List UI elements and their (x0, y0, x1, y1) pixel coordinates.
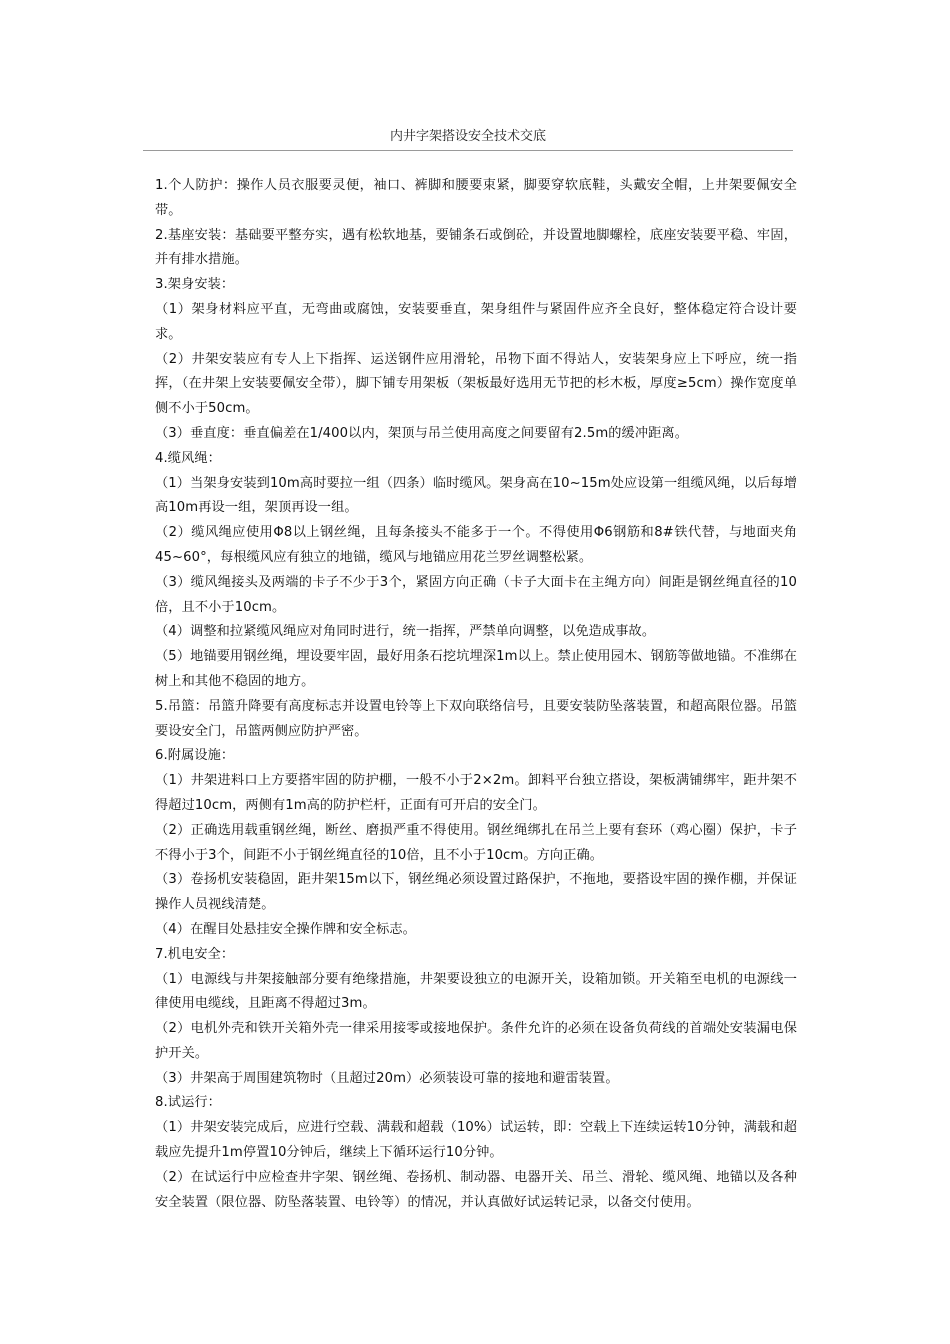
paragraph-guy-item-1: （1）当架身安装到10m高时要拉一组（四条）临时缆风。架身高在10~15m处应设第一组缆风绳，以后每增高10m再设一组，架顶再设一组。 (155, 475, 797, 516)
paragraph-base-installation: 2.基座安装：基础要平整夯实，遇有松软地基，要铺条石或倒砼，并设置地脚螺栓，底座安装要平稳、牢固，并有排水措施。 (155, 227, 797, 268)
section-heading-guy-ropes: 4.缆风绳： (155, 450, 221, 466)
paragraph-frame-item-1: （1）架身材料应平直，无弯曲或腐蚀，安装要垂直，架身组件与紧固件应齐全良好，整体稳定符合设计要求。 (155, 301, 797, 342)
paragraph-guy-item-4: （4）调整和拉紧缆风绳应对角同时进行，统一指挥，严禁单向调整，以免造成事故。 (155, 624, 656, 640)
section-heading-trial-run: 8.试运行： (155, 1095, 221, 1111)
paragraph-frame-item-2: （2）井架安装应有专人上下指挥、运送钢件应用滑轮，吊物下面不得站人，安装架身应上下呼应，统一指挥，（在井架上安装要佩安全带），脚下铺专用架板（架板最好选用无节把的杉木板，厚度≥5cm）操作宽度单侧不小于50cm。 (155, 351, 797, 417)
paragraph-auxiliary-item-1: （1）井架进料口上方要搭牢固的防护棚，一般不小于2×2m。卸料平台独立搭设，架板满铺绑牢，距井架不得超过10cm，两侧有1m高的防护栏杆，正面有可开启的安全门。 (155, 773, 797, 813)
paragraph-auxiliary-item-2: （2）正确选用载重钢丝绳，断丝、磨损严重不得使用。钢丝绳绑扎在吊兰上要有套环（鸡心圈）保护，卡子不得小于3个，间距不小于钢丝绳直径的10倍，且不小于10cm。方向正确。 (155, 822, 797, 863)
paragraph-trial-item-1: （1）井架安装完成后，应进行空载、满载和超载（10%）试运转，即：空载上下连续运转10分钟，满载和超载应先提升1m停置10分钟后，继续上下循环运行10分钟。 (155, 1120, 797, 1161)
paragraph-electrical-item-3: （3）井架高于周围建筑物时（且超过20m）必须装设可靠的接地和避雷装置。 (155, 1070, 619, 1086)
paragraph-electrical-item-1: （1）电源线与井架接触部分要有绝缘措施，井架要设独立的电源开关，设箱加锁。开关箱至电机的电源线一律使用电缆线，且距离不得超过3m。 (155, 971, 797, 1012)
section-heading-frame-installation: 3.架身安装： (155, 277, 235, 293)
paragraph-guy-item-5: （5）地锚要用钢丝绳，埋设要牢固，最好用条石挖坑埋深1m以上。禁止使用园木、钢筋等做地锚。不准绑在树上和其他不稳固的地方。 (155, 649, 797, 689)
page-header-title: 内井字架搭设安全技术交底 (389, 129, 546, 144)
paragraph-frame-item-3: （3）垂直度：垂直偏差在1/400以内，架顶与吊兰使用高度之间要留有2.5m的缓冲距离。 (155, 425, 688, 441)
section-heading-auxiliary: 6.附属设施： (155, 748, 235, 764)
header-divider (143, 150, 793, 151)
document-body (155, 174, 797, 1215)
paragraph-cage: 5.吊篮：吊篮升降要有高度标志并设置电铃等上下双向联络信号，且要安装防坠落装置，和超高限位器。吊篮要设安全门，吊篮两侧应防护严密。 (155, 698, 797, 739)
paragraph-electrical-item-2: （2）电机外壳和铁开关箱外壳一律采用接零或接地保护。条件允许的必须在设备负荷线的首端处安装漏电保护开关。 (155, 1021, 797, 1061)
paragraph-auxiliary-item-4: （4）在醒目处悬挂安全操作牌和安全标志。 (155, 921, 416, 937)
paragraph-guy-item-3: （3）缆风绳接头及两端的卡子不少于3个，紧固方向正确（卡子大面卡在主绳方向）间距是钢丝绳直径的10倍，且不小于10cm。 (155, 574, 797, 615)
paragraph-trial-item-2: （2）在试运行中应检查井字架、钢丝绳、卷扬机、制动器、电器开关、吊兰、滑轮、缆风绳、地锚以及各种安全装置（限位器、防坠落装置、电铃等）的情况，并认真做好试运转记录，以备交付使用。 (155, 1169, 797, 1210)
section-heading-electrical: 7.机电安全： (155, 946, 235, 962)
paragraph-personal-protection: 1.个人防护：操作人员衣服要灵便，袖口、裤脚和腰要束紧，脚要穿软底鞋，头戴安全帽，上井架要佩安全带。 (155, 178, 797, 218)
paragraph-auxiliary-item-3: （3）卷扬机安装稳固，距井架15m以下，钢丝绳必须设置过路保护，不拖地，要搭设牢固的操作棚，并保证操作人员视线清楚。 (155, 872, 797, 913)
paragraph-guy-item-2: （2）缆风绳应使用Φ8以上钢丝绳，且每条接头不能多于一个。不得使用Φ6钢筋和8#铁代替，与地面夹角45~60°，每根缆风应有独立的地锚，缆风与地锚应用花兰罗丝调整松紧。 (155, 525, 797, 565)
